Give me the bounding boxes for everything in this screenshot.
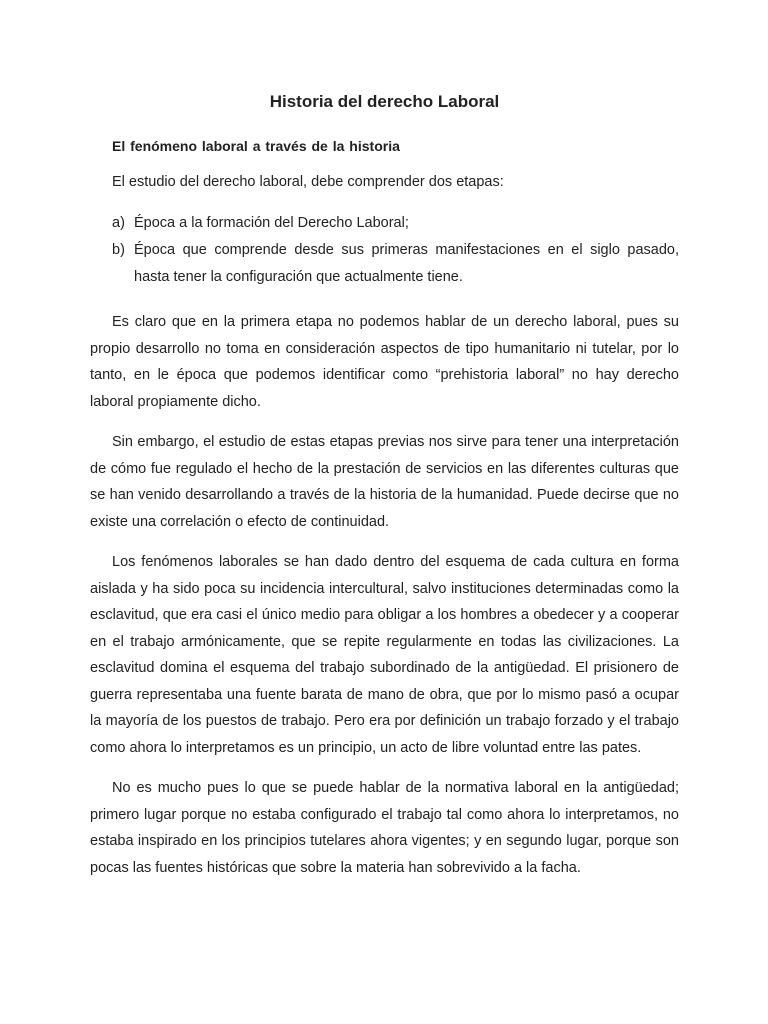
list-marker: a): [112, 215, 125, 231]
body-paragraph: Es claro que en la primera etapa no podemos hablar de un derecho laboral, pues su propio desarrollo no toma en consideración aspectos de tipo humanitario ni tutelar, por lo tanto, en le época que podemos identificar como “prehistoria laboral” no hay derecho laboral propiamente dicho.: [90, 314, 679, 410]
intro-paragraph: El estudio del derecho laboral, debe comprender dos etapas:: [112, 174, 504, 190]
stages-list: [90, 210, 679, 291]
list-item-text: Época a la formación del Derecho Laboral;: [134, 215, 409, 231]
body-paragraph: Los fenómenos laborales se han dado dentro del esquema de cada cultura en forma aislada y ha sido poca su incidencia intercultural, salvo instituciones determinadas como la esclavitud, que era casi el único medio para obligar a los hombres a obedecer y a cooperar en el trabajo armónicamente, que se repite regularmente en todas las civilizaciones. La esclavitud domina el esquema del trabajo subordinado de la antigüedad. El prisionero de guerra representaba una fuente barata de mano de obra, que por lo mismo pasó a ocupar la mayoría de los puestos de trabajo. Pero era por definición un trabajo forzado y el trabajo como ahora lo interpretamos es un principio, un acto de libre voluntad entre las pates.: [90, 554, 679, 756]
section-heading: El fenómeno laboral a través de la historia: [112, 138, 400, 154]
list-item: [90, 210, 679, 237]
list-marker: b): [112, 242, 125, 258]
body-paragraph: No es mucho pues lo que se puede hablar de la normativa laboral en la antigüedad; primero lugar porque no estaba configurado el trabajo tal como ahora lo interpretamos, no estaba inspirado en los principios tutelares ahora vigentes; y en segundo lugar, porque son pocas las fuentes históricas que sobre la materia han sobrevivido a la facha.: [90, 780, 679, 876]
body-paragraph: Sin embargo, el estudio de estas etapas previas nos sirve para tener una interpretación de cómo fue regulado el hecho de la prestación de servicios en las diferentes culturas que se han venido desarrollando a través de la historia de la humanidad. Puede decirse que no existe una correlación o efecto de continuidad.: [90, 434, 679, 530]
list-item-text: Época que comprende desde sus primeras manifestaciones en el siglo pasado, hasta tener la configuración que actualmente tiene.: [134, 242, 679, 285]
document-title: Historia del derecho Laboral: [269, 92, 500, 111]
document-page: [90, 80, 679, 881]
list-item: [90, 237, 679, 291]
